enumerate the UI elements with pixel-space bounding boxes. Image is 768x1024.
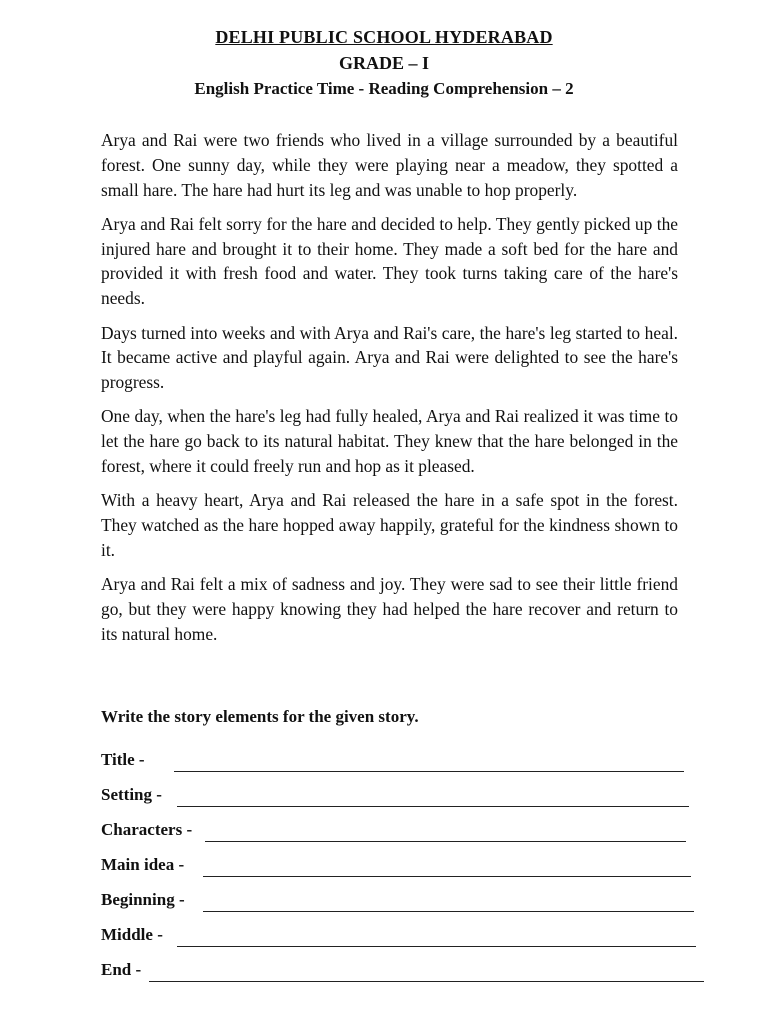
field-label-main-idea: Main idea - xyxy=(101,855,185,874)
field-label-end: End - xyxy=(101,960,142,979)
school-name: DELHI PUBLIC SCHOOL HYDERABAD xyxy=(215,27,553,47)
main-idea-answer-line[interactable] xyxy=(203,876,691,877)
middle-answer-line[interactable] xyxy=(177,946,696,947)
title-answer-line[interactable] xyxy=(174,771,684,772)
field-label-characters: Characters - xyxy=(101,820,193,839)
story-paragraph-2: Arya and Rai felt sorry for the hare and decided to help. They gently picked up the injured hare and brought it to their home. They made a soft bed for the hare and provided it with fresh food and water. They took turns taking care of the hare's needs. xyxy=(101,213,678,309)
field-label-middle: Middle - xyxy=(101,925,163,944)
field-label-setting: Setting - xyxy=(101,785,162,804)
story-paragraph-6: Arya and Rai felt a mix of sadness and joy. They were sad to see their little friend go, but they were happy knowing they had helped the hare recover and return to its natural home. xyxy=(101,574,678,644)
story-paragraph-3: Days turned into weeks and with Arya and Rai's care, the hare's leg started to heal. It became active and playful again. Arya and Rai were delighted to see the hare's progress. xyxy=(101,322,678,393)
instruction-text: Write the story elements for the given story. xyxy=(101,707,419,726)
story-paragraph-1: Arya and Rai were two friends who lived in a village surrounded by a beautiful forest. One sunny day, while they were playing near a meadow, they spotted a small hare. The hare had hurt its leg and was unable to hop properly. xyxy=(101,130,678,200)
characters-answer-line[interactable] xyxy=(205,841,686,842)
setting-answer-line[interactable] xyxy=(177,806,689,807)
story-paragraph-4: One day, when the hare's leg had fully healed, Arya and Rai realized it was time to let the hare go back to its natural habitat. They knew that the hare belonged in the forest, where it could freely run and hop as it pleased. xyxy=(101,406,678,477)
story-text xyxy=(101,128,678,656)
story-paragraph-5: With a heavy heart, Arya and Rai released the hare in a safe spot in the forest. They watched as the hare hopped away happily, grateful for the kindness shown to it. xyxy=(101,490,678,560)
grade-heading: GRADE – I xyxy=(338,53,429,73)
end-answer-line[interactable] xyxy=(149,981,704,982)
worksheet-subtitle: English Practice Time - Reading Comprehension – 2 xyxy=(194,79,574,98)
field-label-title: Title - xyxy=(101,750,145,769)
field-label-beginning: Beginning - xyxy=(101,890,185,909)
beginning-answer-line[interactable] xyxy=(203,911,694,912)
